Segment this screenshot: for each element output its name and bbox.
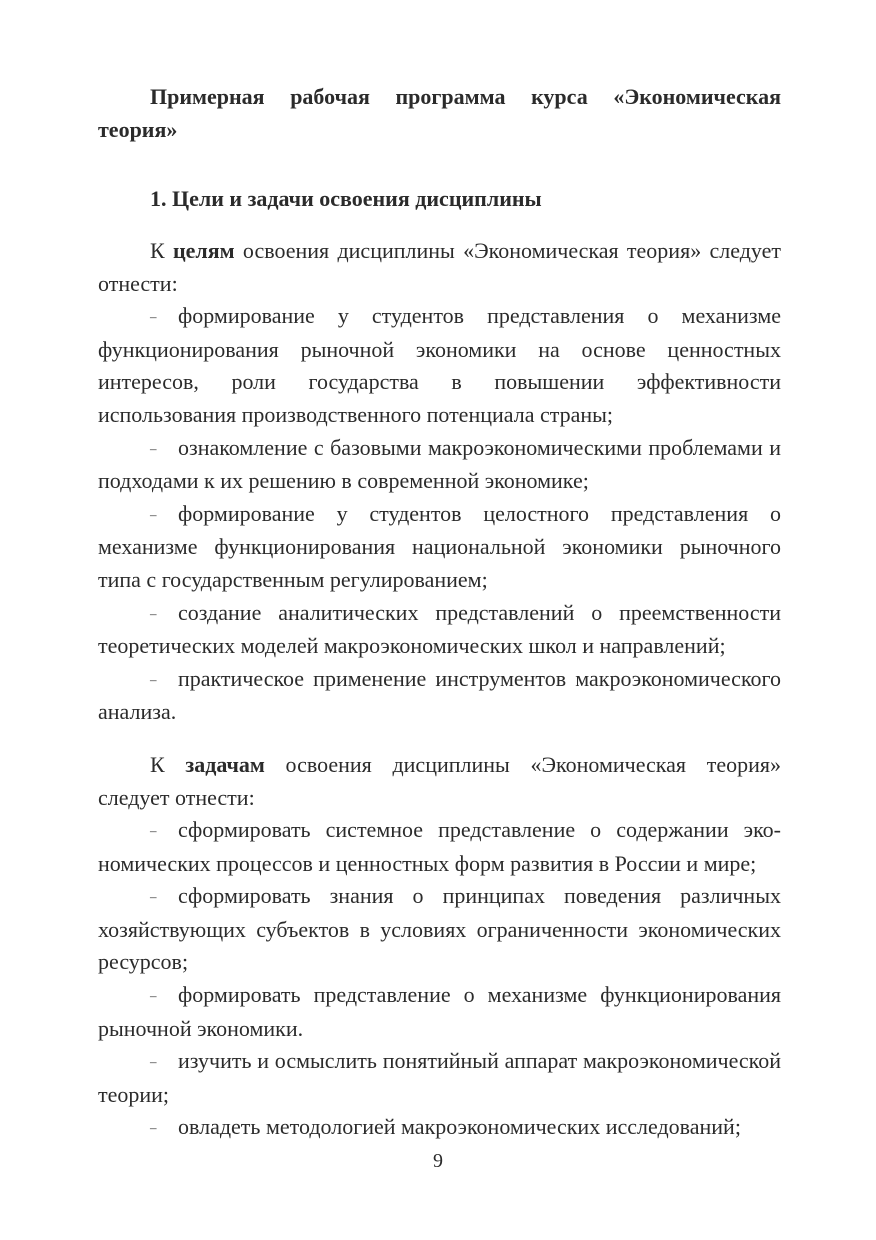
task-item xyxy=(98,979,781,1045)
goal-text: практическое применение инструментов макроэкономического анализа. xyxy=(98,665,781,725)
goals-keyword: целям xyxy=(172,238,235,263)
goal-item xyxy=(98,300,781,431)
bullet-dash: – xyxy=(150,988,157,1004)
task-text: сформировать системное представление о содержании экономических процессов и ценностных форм развития в России и мире; xyxy=(98,817,781,876)
tasks-intro-prefix: К xyxy=(150,751,186,777)
bullet-dash: – xyxy=(150,309,157,325)
bullet-dash: – xyxy=(150,1120,157,1136)
bullet-dash: – xyxy=(150,440,157,456)
section-heading: 1. Цели и задачи освоения дисциплины xyxy=(150,186,542,211)
page-number: 9 xyxy=(433,1150,443,1172)
document-title: Примерная рабочая программа курса «Экономическая теория» xyxy=(98,84,781,142)
goal-text: ознакомление с базовыми макроэкономическими проблемами и подходами к их решению в современной экономике; xyxy=(98,434,781,494)
task-text: формировать представление о механизме функционирования рыночной экономики. xyxy=(98,982,781,1041)
task-item xyxy=(98,814,781,880)
tasks-intro xyxy=(98,749,781,814)
goals-intro-suffix: освоения дисциплины «Экономическая теория» следует отнести: xyxy=(98,238,781,296)
goals-intro-prefix: К xyxy=(150,238,173,263)
goal-item xyxy=(98,498,781,597)
task-item xyxy=(98,880,781,979)
tasks-intro-suffix: освоения дисциплины «Экономическая теория» следует отнести: xyxy=(98,751,781,810)
task-text: овладеть методологией макроэкономических исследований; xyxy=(178,1114,741,1140)
bullet-dash: – xyxy=(150,1054,157,1070)
tasks-keyword: задачам xyxy=(185,751,265,777)
bullet-dash: – xyxy=(150,506,157,522)
document-page xyxy=(98,80,781,1145)
goals-intro xyxy=(98,235,781,300)
goal-text: формирование у студентов представления о механизме функционирования рыночной экономики на основе ценностных интересов, роли государства в повышении эффективности использования производственного потенциала страны; xyxy=(98,303,781,427)
task-text: сформировать знания о принципах поведения различных хозяйствующих субъектов в условиях ограниченности экономических ресурсов; xyxy=(98,883,781,975)
bullet-dash: – xyxy=(150,671,157,687)
bullet-dash: – xyxy=(150,823,157,839)
goal-item xyxy=(98,663,781,729)
bullet-dash: – xyxy=(150,605,157,621)
task-text: изучить и осмыслить понятийный аппарат макроэкономической теории; xyxy=(98,1048,781,1107)
goal-text: формирование у студентов целостного представления о механизме функционирования национальной экономики рыночного типа с государственным регулированием; xyxy=(98,500,781,592)
goal-item xyxy=(98,432,781,498)
goal-item xyxy=(98,597,781,663)
goal-text: создание аналитических представлений о преемственности теоретических моделей макроэкономических школ и направлений; xyxy=(98,599,781,659)
task-item xyxy=(98,1111,781,1145)
task-item xyxy=(98,1045,781,1111)
bullet-dash: – xyxy=(150,889,157,905)
